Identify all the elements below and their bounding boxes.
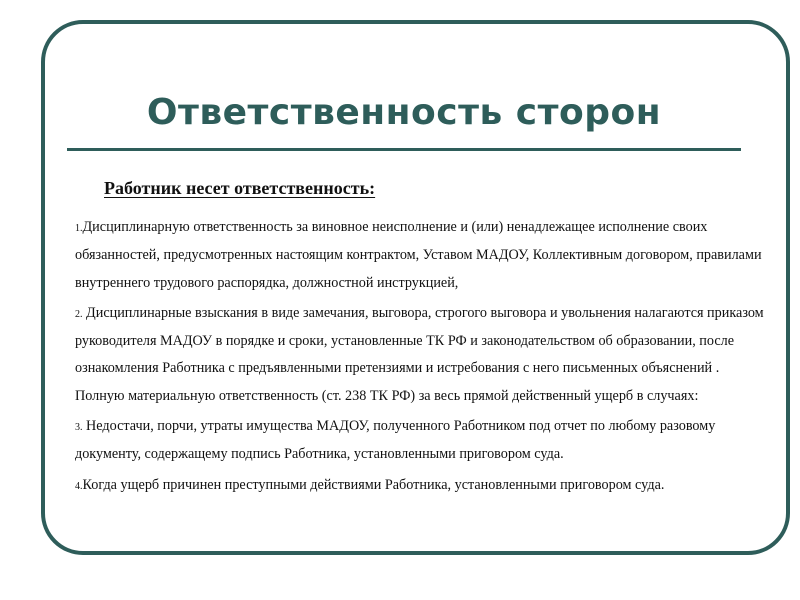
list-item [75, 214, 765, 297]
slide-subtitle: Работник несет ответственность: [104, 178, 376, 198]
title-divider [67, 148, 741, 151]
item-number: 3. [75, 422, 83, 434]
item-text: Дисциплинарную ответственность за виновное неисполнение и (или) ненадлежащее исполнение своих обязанностей, предусмотренных настоящим контрактом, Уставом МАДОУ, Коллективным договором, правилами внутреннего трудового распорядка, должностной инструкцией, [75, 219, 762, 291]
list-item [75, 300, 765, 410]
responsibility-list [75, 214, 765, 503]
list-item [75, 413, 765, 469]
item-number: 4. [75, 480, 83, 492]
item-text: Когда ущерб причинен преступными действиями Работника, установленными приговором суда. [82, 476, 665, 493]
item-number: 1. [75, 223, 83, 234]
slide-title: Ответственность сторон [146, 92, 662, 133]
list-item [75, 472, 765, 500]
item-number: 2. [75, 308, 83, 320]
item-text: Недостачи, порчи, утраты имущества МАДОУ, полученного Работником под отчет по любому разовому документу, содержащему подпись Работника, установленными приговором суда. [75, 418, 716, 463]
item-text: Дисциплинарные взыскания в виде замечания, выговора, строгого выговора и увольнения налагаются приказом руководителя МАДОУ в порядке и сроки, установленные ТК РФ и законодательством об образовании, после ознакомления Работника с предъявленными претензиями и истребования с него письменных объяснений . Полную материальную ответственность (ст. 238 ТК РФ) за весь прямой действенный ущерб в случаях: [75, 304, 764, 404]
